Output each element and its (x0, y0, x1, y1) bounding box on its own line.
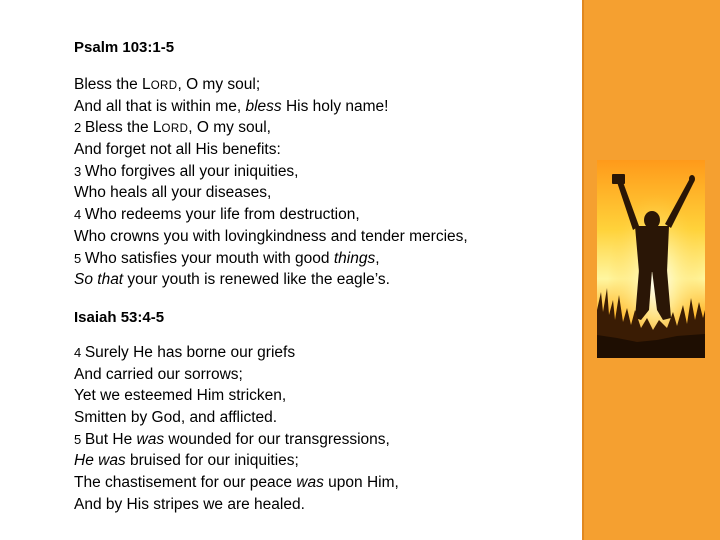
italic-text: things (333, 249, 376, 267)
verse-text: His holy name! (281, 97, 389, 115)
verse-line (74, 364, 574, 386)
italic-text: So that (74, 271, 124, 289)
psalm-passage (74, 74, 574, 291)
verse-text: bruised for our iniquities; (125, 452, 299, 470)
worship-photo-icon (597, 160, 705, 358)
verse-line (74, 161, 574, 183)
verse-line (74, 385, 574, 407)
verse-line (74, 96, 574, 118)
verse-text: And forget not all His benefits: (74, 141, 281, 159)
verse-text: Bless the L (84, 119, 162, 137)
verse-text: wounded for our transgressions, (164, 430, 390, 448)
verse-line (74, 269, 574, 291)
verse-line (74, 429, 574, 451)
verse-text: Who forgives all your iniquities, (84, 162, 299, 180)
verse-text: Surely He has borne our griefs (84, 343, 296, 361)
verse-line (74, 450, 574, 472)
verse-line (74, 472, 574, 494)
verse-text: , (375, 249, 380, 267)
psalm-heading: Psalm 103:1-5 (74, 39, 175, 56)
verse-text: Who heals all your diseases, (74, 184, 272, 202)
verse-text: Who satisfies your mouth with good (84, 249, 334, 267)
verse-number: 4 (74, 207, 85, 223)
verse-text: Yet we esteemed Him stricken, (74, 387, 287, 405)
verse-line (74, 248, 574, 270)
verse-text: But He (84, 430, 137, 448)
verse-line (74, 494, 574, 516)
verse-text: And all that is within me, (74, 97, 246, 115)
scripture-text (74, 38, 574, 515)
verse-text: And carried our sorrows; (74, 365, 243, 383)
verse-number: 5 (74, 431, 85, 447)
small-caps-text: ORD (161, 123, 189, 136)
verse-text: Who crowns you with lovingkindness and tender mercies, (74, 227, 468, 245)
italic-text: bless (245, 97, 282, 115)
italic-text: was (136, 430, 165, 448)
verse-text: Smitten by God, and afflicted. (74, 408, 278, 426)
verse-text: Who redeems your life from destruction, (84, 206, 360, 224)
panel-divider (582, 0, 584, 540)
verse-number: 4 (74, 344, 85, 360)
verse-text: your youth is renewed like the eagle’s. (123, 271, 390, 289)
verse-text: , O my soul; (177, 76, 261, 93)
verse-line (74, 182, 574, 204)
italic-text: He was (74, 452, 126, 470)
verse-text: upon Him, (323, 474, 399, 491)
verse-line (74, 139, 574, 161)
verse-text: Bless the L (74, 76, 151, 93)
verse-line (74, 342, 574, 364)
verse-text: , O my soul, (188, 119, 271, 137)
verse-text: The chastisement for our peace (74, 474, 297, 491)
verse-number: 5 (74, 250, 85, 266)
verse-line (74, 117, 574, 139)
verse-text: And by His stripes we are healed. (74, 495, 305, 513)
italic-text: was (296, 474, 324, 491)
verse-number: 3 (74, 163, 85, 179)
isaiah-passage (74, 342, 574, 516)
verse-number: 2 (74, 120, 85, 136)
verse-line (74, 74, 574, 96)
verse-line (74, 226, 574, 248)
small-caps-text: ORD (150, 80, 178, 92)
isaiah-heading: Isaiah 53:4-5 (74, 308, 165, 326)
verse-line (74, 204, 574, 226)
verse-line (74, 407, 574, 429)
